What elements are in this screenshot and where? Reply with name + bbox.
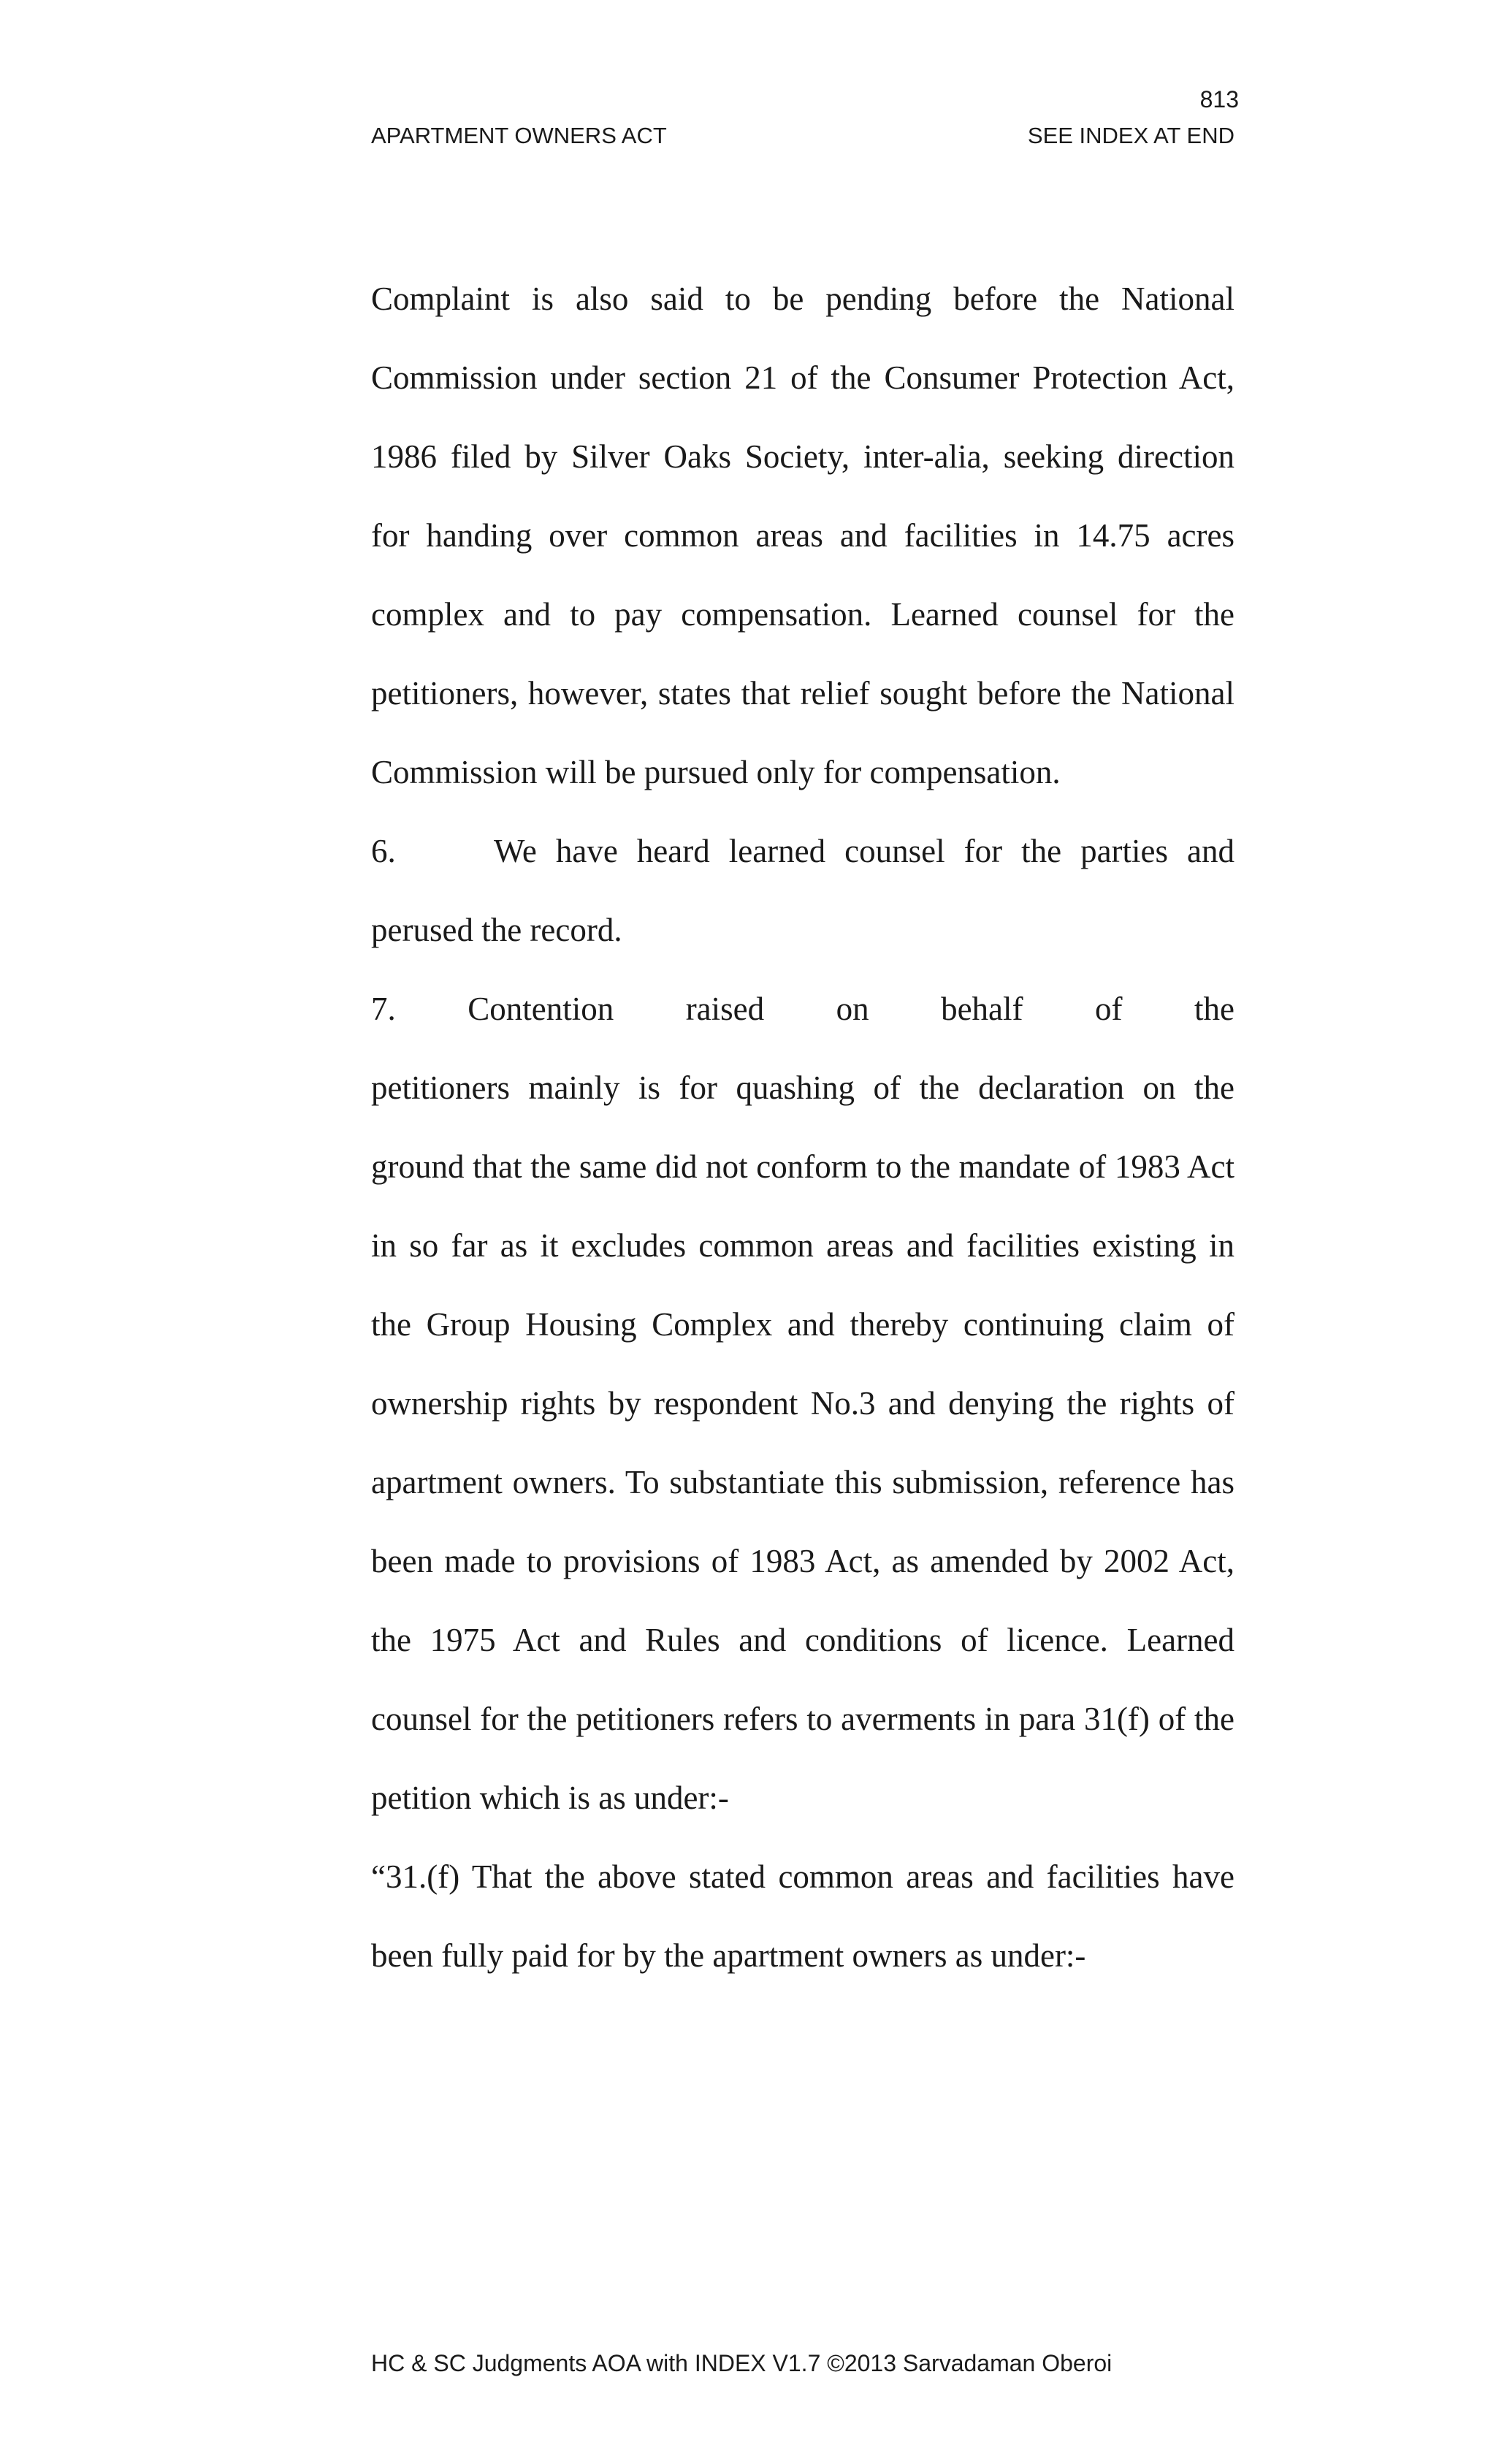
word: on [836,991,869,1027]
paragraph-number: 7. [371,991,396,1027]
judgment-body [371,259,1234,1995]
word: of [1094,991,1123,1027]
paragraph-continuation: Complaint is also said to be pending before the National Commission under section 21 of the Consumer Protection Act, 1986 filed by Silver Oaks Society, inter-alia, seeking direction for handing over common areas and facilities in 14.75 acres complex and to pay compensation. Learned counsel for the petitioners, however, states that relief sought before the National Commission will be pursued only for compensation. [371,281,1234,790]
paragraph-6 [371,812,1234,969]
page-number: 813 [1199,86,1239,112]
paragraph-7 [371,969,1234,1837]
block-quote: “31.(f) That the above stated common areas and facilities have been fully paid for by the apartment owners as under:- [371,1858,1234,1974]
word: Contention [468,991,614,1027]
header-title-right: SEE INDEX AT END [1027,123,1234,148]
header-title-left: APARTMENT OWNERS ACT [371,123,667,148]
word: behalf [941,991,1023,1027]
page-footer: HC & SC Judgments AOA with INDEX V1.7 ©2013 Sarvadaman Oberoi [371,2350,1113,2376]
paragraph-text: petitioners mainly is for quashing of the declaration on the ground that the same did not conform to the mandate of 1983 Act in so far as it excludes common areas and facilities existing in the Group Housing Complex and thereby continuing claim of ownership rights by respondent No.3 and denying the rights of apartment owners. To substantiate this submission, reference has been made to provisions of 1983 Act, as amended by 2002 Act, the 1975 Act and Rules and conditions of licence. Learned counsel for the petitioners refers to averments in para 31(f) of the petition which is as under:- [371,1069,1234,1816]
running-header [371,121,1234,150]
paragraph-7-first-line [371,969,1234,1048]
word: raised [685,991,765,1027]
paragraph-number: 6. [371,833,396,869]
paragraph-text: We have heard learned counsel for the parties and perused the record. [371,833,1234,948]
word: the [1194,991,1234,1027]
